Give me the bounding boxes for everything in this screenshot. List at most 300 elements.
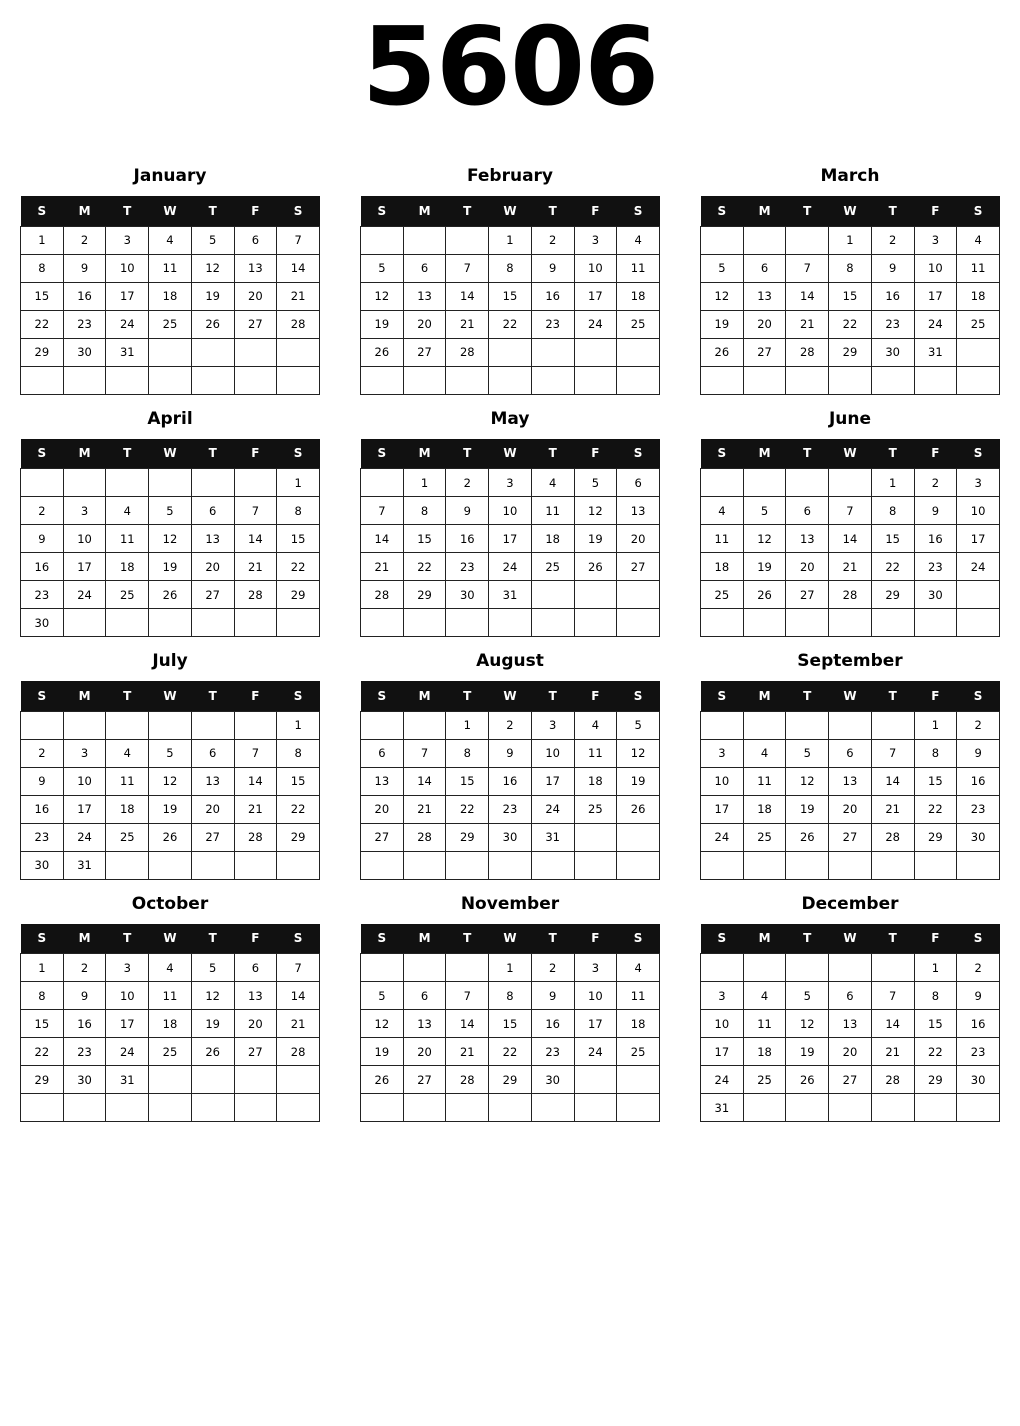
day-cell[interactable] bbox=[617, 366, 660, 394]
day-cell[interactable]: 28 bbox=[446, 338, 489, 366]
day-cell[interactable] bbox=[617, 851, 660, 879]
day-cell[interactable]: 12 bbox=[149, 767, 192, 795]
day-cell[interactable]: 15 bbox=[403, 525, 446, 553]
day-cell[interactable] bbox=[63, 711, 106, 739]
day-cell[interactable] bbox=[489, 1094, 532, 1122]
day-cell[interactable]: 10 bbox=[701, 1010, 744, 1038]
day-cell[interactable] bbox=[446, 954, 489, 982]
day-cell[interactable] bbox=[957, 581, 1000, 609]
day-cell[interactable] bbox=[871, 954, 914, 982]
day-cell[interactable]: 11 bbox=[106, 525, 149, 553]
day-cell[interactable]: 4 bbox=[531, 469, 574, 497]
day-cell[interactable]: 2 bbox=[63, 226, 106, 254]
day-cell[interactable]: 26 bbox=[574, 553, 617, 581]
day-cell[interactable]: 8 bbox=[914, 739, 957, 767]
day-cell[interactable] bbox=[234, 338, 277, 366]
day-cell[interactable] bbox=[617, 823, 660, 851]
day-cell[interactable]: 28 bbox=[829, 581, 872, 609]
day-cell[interactable]: 5 bbox=[786, 982, 829, 1010]
day-cell[interactable] bbox=[574, 1066, 617, 1094]
day-cell[interactable]: 11 bbox=[743, 767, 786, 795]
day-cell[interactable]: 28 bbox=[403, 823, 446, 851]
day-cell[interactable]: 9 bbox=[63, 982, 106, 1010]
day-cell[interactable] bbox=[617, 581, 660, 609]
day-cell[interactable] bbox=[446, 226, 489, 254]
day-cell[interactable] bbox=[446, 366, 489, 394]
day-cell[interactable]: 18 bbox=[106, 795, 149, 823]
day-cell[interactable]: 17 bbox=[701, 795, 744, 823]
day-cell[interactable]: 22 bbox=[489, 1038, 532, 1066]
day-cell[interactable] bbox=[106, 1094, 149, 1122]
day-cell[interactable]: 30 bbox=[489, 823, 532, 851]
day-cell[interactable]: 7 bbox=[234, 739, 277, 767]
day-cell[interactable]: 4 bbox=[701, 497, 744, 525]
day-cell[interactable]: 30 bbox=[21, 609, 64, 637]
day-cell[interactable] bbox=[191, 366, 234, 394]
day-cell[interactable]: 9 bbox=[21, 525, 64, 553]
day-cell[interactable]: 1 bbox=[277, 469, 320, 497]
day-cell[interactable]: 4 bbox=[149, 226, 192, 254]
day-cell[interactable]: 17 bbox=[106, 1010, 149, 1038]
day-cell[interactable]: 18 bbox=[574, 767, 617, 795]
day-cell[interactable]: 30 bbox=[21, 851, 64, 879]
day-cell[interactable]: 1 bbox=[446, 711, 489, 739]
day-cell[interactable] bbox=[489, 609, 532, 637]
day-cell[interactable]: 10 bbox=[531, 739, 574, 767]
day-cell[interactable]: 2 bbox=[957, 711, 1000, 739]
day-cell[interactable]: 28 bbox=[871, 823, 914, 851]
day-cell[interactable]: 27 bbox=[617, 553, 660, 581]
day-cell[interactable] bbox=[531, 1094, 574, 1122]
day-cell[interactable]: 15 bbox=[277, 767, 320, 795]
day-cell[interactable]: 23 bbox=[21, 581, 64, 609]
day-cell[interactable]: 21 bbox=[446, 310, 489, 338]
day-cell[interactable] bbox=[21, 1094, 64, 1122]
day-cell[interactable] bbox=[106, 609, 149, 637]
day-cell[interactable]: 11 bbox=[149, 254, 192, 282]
day-cell[interactable] bbox=[21, 366, 64, 394]
day-cell[interactable]: 6 bbox=[234, 954, 277, 982]
day-cell[interactable]: 6 bbox=[403, 982, 446, 1010]
day-cell[interactable]: 2 bbox=[957, 954, 1000, 982]
day-cell[interactable]: 6 bbox=[191, 497, 234, 525]
day-cell[interactable]: 29 bbox=[21, 338, 64, 366]
day-cell[interactable] bbox=[361, 851, 404, 879]
day-cell[interactable]: 23 bbox=[957, 1038, 1000, 1066]
day-cell[interactable]: 13 bbox=[829, 1010, 872, 1038]
day-cell[interactable] bbox=[786, 954, 829, 982]
day-cell[interactable]: 26 bbox=[361, 338, 404, 366]
day-cell[interactable] bbox=[191, 851, 234, 879]
day-cell[interactable]: 2 bbox=[63, 954, 106, 982]
day-cell[interactable] bbox=[743, 1094, 786, 1122]
day-cell[interactable]: 6 bbox=[361, 739, 404, 767]
day-cell[interactable]: 24 bbox=[957, 553, 1000, 581]
day-cell[interactable]: 8 bbox=[277, 497, 320, 525]
day-cell[interactable]: 28 bbox=[786, 338, 829, 366]
day-cell[interactable]: 31 bbox=[701, 1094, 744, 1122]
day-cell[interactable] bbox=[617, 338, 660, 366]
day-cell[interactable] bbox=[871, 366, 914, 394]
day-cell[interactable]: 1 bbox=[489, 226, 532, 254]
day-cell[interactable] bbox=[743, 711, 786, 739]
day-cell[interactable] bbox=[489, 338, 532, 366]
day-cell[interactable]: 25 bbox=[106, 823, 149, 851]
day-cell[interactable] bbox=[574, 338, 617, 366]
day-cell[interactable]: 14 bbox=[446, 282, 489, 310]
day-cell[interactable] bbox=[914, 366, 957, 394]
day-cell[interactable] bbox=[361, 226, 404, 254]
day-cell[interactable] bbox=[277, 851, 320, 879]
day-cell[interactable]: 18 bbox=[149, 1010, 192, 1038]
day-cell[interactable]: 21 bbox=[234, 553, 277, 581]
day-cell[interactable]: 28 bbox=[871, 1066, 914, 1094]
day-cell[interactable] bbox=[403, 851, 446, 879]
day-cell[interactable]: 20 bbox=[234, 282, 277, 310]
day-cell[interactable]: 25 bbox=[106, 581, 149, 609]
day-cell[interactable] bbox=[277, 1066, 320, 1094]
day-cell[interactable]: 14 bbox=[829, 525, 872, 553]
day-cell[interactable]: 11 bbox=[574, 739, 617, 767]
day-cell[interactable] bbox=[63, 366, 106, 394]
day-cell[interactable]: 16 bbox=[957, 767, 1000, 795]
day-cell[interactable]: 31 bbox=[106, 1066, 149, 1094]
day-cell[interactable]: 21 bbox=[871, 795, 914, 823]
day-cell[interactable]: 25 bbox=[743, 823, 786, 851]
day-cell[interactable]: 6 bbox=[829, 982, 872, 1010]
day-cell[interactable]: 22 bbox=[871, 553, 914, 581]
day-cell[interactable]: 3 bbox=[574, 226, 617, 254]
day-cell[interactable] bbox=[191, 609, 234, 637]
day-cell[interactable]: 14 bbox=[234, 525, 277, 553]
day-cell[interactable]: 30 bbox=[531, 1066, 574, 1094]
day-cell[interactable]: 19 bbox=[617, 767, 660, 795]
day-cell[interactable]: 20 bbox=[617, 525, 660, 553]
day-cell[interactable]: 19 bbox=[743, 553, 786, 581]
day-cell[interactable]: 6 bbox=[743, 254, 786, 282]
day-cell[interactable]: 31 bbox=[531, 823, 574, 851]
day-cell[interactable]: 28 bbox=[361, 581, 404, 609]
day-cell[interactable]: 22 bbox=[21, 1038, 64, 1066]
day-cell[interactable]: 17 bbox=[489, 525, 532, 553]
day-cell[interactable]: 13 bbox=[617, 497, 660, 525]
day-cell[interactable] bbox=[63, 609, 106, 637]
day-cell[interactable] bbox=[149, 711, 192, 739]
day-cell[interactable] bbox=[277, 366, 320, 394]
day-cell[interactable]: 3 bbox=[106, 954, 149, 982]
day-cell[interactable]: 22 bbox=[277, 553, 320, 581]
day-cell[interactable]: 9 bbox=[531, 982, 574, 1010]
day-cell[interactable]: 24 bbox=[701, 1066, 744, 1094]
day-cell[interactable]: 9 bbox=[957, 982, 1000, 1010]
day-cell[interactable]: 1 bbox=[277, 711, 320, 739]
day-cell[interactable] bbox=[277, 338, 320, 366]
day-cell[interactable]: 17 bbox=[63, 795, 106, 823]
day-cell[interactable]: 2 bbox=[531, 226, 574, 254]
day-cell[interactable] bbox=[871, 711, 914, 739]
day-cell[interactable]: 8 bbox=[829, 254, 872, 282]
day-cell[interactable]: 15 bbox=[489, 1010, 532, 1038]
day-cell[interactable]: 6 bbox=[829, 739, 872, 767]
day-cell[interactable]: 13 bbox=[191, 525, 234, 553]
day-cell[interactable] bbox=[361, 366, 404, 394]
day-cell[interactable]: 29 bbox=[277, 581, 320, 609]
day-cell[interactable]: 23 bbox=[957, 795, 1000, 823]
day-cell[interactable]: 22 bbox=[403, 553, 446, 581]
day-cell[interactable] bbox=[743, 851, 786, 879]
day-cell[interactable]: 1 bbox=[403, 469, 446, 497]
day-cell[interactable]: 12 bbox=[786, 767, 829, 795]
day-cell[interactable] bbox=[743, 366, 786, 394]
day-cell[interactable]: 26 bbox=[191, 310, 234, 338]
day-cell[interactable]: 25 bbox=[574, 795, 617, 823]
day-cell[interactable]: 20 bbox=[743, 310, 786, 338]
day-cell[interactable]: 19 bbox=[149, 553, 192, 581]
day-cell[interactable]: 6 bbox=[786, 497, 829, 525]
day-cell[interactable]: 7 bbox=[829, 497, 872, 525]
day-cell[interactable]: 29 bbox=[21, 1066, 64, 1094]
day-cell[interactable]: 4 bbox=[106, 497, 149, 525]
day-cell[interactable] bbox=[617, 1066, 660, 1094]
day-cell[interactable]: 27 bbox=[361, 823, 404, 851]
day-cell[interactable] bbox=[234, 851, 277, 879]
day-cell[interactable] bbox=[234, 711, 277, 739]
day-cell[interactable]: 16 bbox=[531, 282, 574, 310]
day-cell[interactable] bbox=[829, 1094, 872, 1122]
day-cell[interactable]: 17 bbox=[701, 1038, 744, 1066]
day-cell[interactable]: 1 bbox=[21, 954, 64, 982]
day-cell[interactable]: 30 bbox=[63, 338, 106, 366]
day-cell[interactable] bbox=[786, 711, 829, 739]
day-cell[interactable]: 29 bbox=[446, 823, 489, 851]
day-cell[interactable]: 15 bbox=[277, 525, 320, 553]
day-cell[interactable]: 25 bbox=[149, 310, 192, 338]
day-cell[interactable] bbox=[21, 469, 64, 497]
day-cell[interactable]: 22 bbox=[829, 310, 872, 338]
day-cell[interactable]: 21 bbox=[871, 1038, 914, 1066]
day-cell[interactable]: 19 bbox=[361, 310, 404, 338]
day-cell[interactable]: 9 bbox=[957, 739, 1000, 767]
day-cell[interactable]: 3 bbox=[63, 497, 106, 525]
day-cell[interactable]: 18 bbox=[743, 1038, 786, 1066]
day-cell[interactable]: 20 bbox=[403, 310, 446, 338]
day-cell[interactable] bbox=[743, 609, 786, 637]
day-cell[interactable]: 12 bbox=[701, 282, 744, 310]
day-cell[interactable]: 27 bbox=[234, 1038, 277, 1066]
day-cell[interactable]: 21 bbox=[277, 282, 320, 310]
day-cell[interactable] bbox=[957, 851, 1000, 879]
day-cell[interactable] bbox=[106, 851, 149, 879]
day-cell[interactable]: 18 bbox=[531, 525, 574, 553]
day-cell[interactable]: 7 bbox=[871, 739, 914, 767]
day-cell[interactable] bbox=[574, 851, 617, 879]
day-cell[interactable]: 14 bbox=[403, 767, 446, 795]
day-cell[interactable]: 8 bbox=[489, 982, 532, 1010]
day-cell[interactable]: 2 bbox=[871, 226, 914, 254]
day-cell[interactable]: 24 bbox=[701, 823, 744, 851]
day-cell[interactable]: 10 bbox=[957, 497, 1000, 525]
day-cell[interactable]: 27 bbox=[403, 1066, 446, 1094]
day-cell[interactable]: 21 bbox=[403, 795, 446, 823]
day-cell[interactable] bbox=[489, 366, 532, 394]
day-cell[interactable] bbox=[829, 851, 872, 879]
day-cell[interactable] bbox=[191, 711, 234, 739]
day-cell[interactable]: 1 bbox=[871, 469, 914, 497]
day-cell[interactable]: 24 bbox=[106, 310, 149, 338]
day-cell[interactable]: 25 bbox=[957, 310, 1000, 338]
day-cell[interactable]: 4 bbox=[957, 226, 1000, 254]
day-cell[interactable]: 12 bbox=[149, 525, 192, 553]
day-cell[interactable]: 20 bbox=[786, 553, 829, 581]
day-cell[interactable]: 20 bbox=[191, 553, 234, 581]
day-cell[interactable]: 28 bbox=[234, 581, 277, 609]
day-cell[interactable] bbox=[106, 711, 149, 739]
day-cell[interactable]: 16 bbox=[871, 282, 914, 310]
day-cell[interactable]: 2 bbox=[21, 497, 64, 525]
day-cell[interactable]: 16 bbox=[914, 525, 957, 553]
day-cell[interactable]: 13 bbox=[234, 982, 277, 1010]
day-cell[interactable]: 28 bbox=[277, 310, 320, 338]
day-cell[interactable] bbox=[403, 609, 446, 637]
day-cell[interactable] bbox=[191, 338, 234, 366]
day-cell[interactable] bbox=[743, 226, 786, 254]
day-cell[interactable] bbox=[106, 469, 149, 497]
day-cell[interactable] bbox=[914, 1094, 957, 1122]
day-cell[interactable]: 13 bbox=[743, 282, 786, 310]
day-cell[interactable]: 27 bbox=[191, 581, 234, 609]
day-cell[interactable]: 30 bbox=[957, 823, 1000, 851]
day-cell[interactable] bbox=[106, 366, 149, 394]
day-cell[interactable]: 5 bbox=[617, 711, 660, 739]
day-cell[interactable]: 5 bbox=[149, 497, 192, 525]
day-cell[interactable]: 26 bbox=[786, 823, 829, 851]
day-cell[interactable]: 11 bbox=[106, 767, 149, 795]
day-cell[interactable] bbox=[403, 711, 446, 739]
day-cell[interactable]: 19 bbox=[574, 525, 617, 553]
day-cell[interactable] bbox=[701, 954, 744, 982]
day-cell[interactable]: 1 bbox=[914, 954, 957, 982]
day-cell[interactable]: 6 bbox=[191, 739, 234, 767]
day-cell[interactable]: 30 bbox=[957, 1066, 1000, 1094]
day-cell[interactable]: 27 bbox=[829, 823, 872, 851]
day-cell[interactable]: 25 bbox=[617, 1038, 660, 1066]
day-cell[interactable]: 2 bbox=[21, 739, 64, 767]
day-cell[interactable]: 8 bbox=[489, 254, 532, 282]
day-cell[interactable]: 2 bbox=[489, 711, 532, 739]
day-cell[interactable] bbox=[361, 609, 404, 637]
day-cell[interactable]: 3 bbox=[531, 711, 574, 739]
day-cell[interactable] bbox=[701, 469, 744, 497]
day-cell[interactable]: 11 bbox=[149, 982, 192, 1010]
day-cell[interactable] bbox=[574, 366, 617, 394]
day-cell[interactable] bbox=[786, 366, 829, 394]
day-cell[interactable]: 26 bbox=[743, 581, 786, 609]
day-cell[interactable]: 5 bbox=[191, 954, 234, 982]
day-cell[interactable]: 16 bbox=[21, 795, 64, 823]
day-cell[interactable]: 5 bbox=[361, 254, 404, 282]
day-cell[interactable]: 17 bbox=[914, 282, 957, 310]
day-cell[interactable]: 3 bbox=[914, 226, 957, 254]
day-cell[interactable]: 18 bbox=[743, 795, 786, 823]
day-cell[interactable]: 14 bbox=[277, 254, 320, 282]
day-cell[interactable]: 9 bbox=[446, 497, 489, 525]
day-cell[interactable]: 20 bbox=[829, 1038, 872, 1066]
day-cell[interactable] bbox=[277, 1094, 320, 1122]
day-cell[interactable] bbox=[531, 581, 574, 609]
day-cell[interactable]: 20 bbox=[403, 1038, 446, 1066]
day-cell[interactable]: 7 bbox=[446, 254, 489, 282]
day-cell[interactable] bbox=[361, 711, 404, 739]
day-cell[interactable] bbox=[149, 469, 192, 497]
day-cell[interactable] bbox=[234, 609, 277, 637]
day-cell[interactable] bbox=[871, 851, 914, 879]
day-cell[interactable]: 21 bbox=[786, 310, 829, 338]
day-cell[interactable]: 24 bbox=[914, 310, 957, 338]
day-cell[interactable]: 15 bbox=[829, 282, 872, 310]
day-cell[interactable] bbox=[701, 609, 744, 637]
day-cell[interactable]: 10 bbox=[63, 767, 106, 795]
day-cell[interactable]: 24 bbox=[489, 553, 532, 581]
day-cell[interactable]: 26 bbox=[701, 338, 744, 366]
day-cell[interactable]: 24 bbox=[574, 310, 617, 338]
day-cell[interactable]: 21 bbox=[829, 553, 872, 581]
day-cell[interactable]: 29 bbox=[829, 338, 872, 366]
day-cell[interactable]: 11 bbox=[743, 1010, 786, 1038]
day-cell[interactable]: 18 bbox=[617, 282, 660, 310]
day-cell[interactable] bbox=[403, 366, 446, 394]
day-cell[interactable]: 8 bbox=[403, 497, 446, 525]
day-cell[interactable]: 7 bbox=[277, 226, 320, 254]
day-cell[interactable]: 16 bbox=[21, 553, 64, 581]
day-cell[interactable]: 19 bbox=[361, 1038, 404, 1066]
day-cell[interactable]: 12 bbox=[743, 525, 786, 553]
day-cell[interactable]: 28 bbox=[446, 1066, 489, 1094]
day-cell[interactable]: 9 bbox=[21, 767, 64, 795]
day-cell[interactable]: 8 bbox=[21, 982, 64, 1010]
day-cell[interactable]: 9 bbox=[489, 739, 532, 767]
day-cell[interactable]: 1 bbox=[829, 226, 872, 254]
day-cell[interactable]: 10 bbox=[106, 982, 149, 1010]
day-cell[interactable] bbox=[361, 469, 404, 497]
day-cell[interactable]: 10 bbox=[914, 254, 957, 282]
day-cell[interactable]: 5 bbox=[149, 739, 192, 767]
day-cell[interactable]: 16 bbox=[957, 1010, 1000, 1038]
day-cell[interactable]: 4 bbox=[574, 711, 617, 739]
day-cell[interactable] bbox=[829, 469, 872, 497]
day-cell[interactable]: 10 bbox=[489, 497, 532, 525]
day-cell[interactable]: 16 bbox=[446, 525, 489, 553]
day-cell[interactable]: 30 bbox=[914, 581, 957, 609]
day-cell[interactable] bbox=[957, 609, 1000, 637]
day-cell[interactable]: 19 bbox=[786, 1038, 829, 1066]
day-cell[interactable]: 30 bbox=[446, 581, 489, 609]
day-cell[interactable] bbox=[871, 1094, 914, 1122]
day-cell[interactable]: 10 bbox=[63, 525, 106, 553]
day-cell[interactable]: 23 bbox=[63, 310, 106, 338]
day-cell[interactable]: 8 bbox=[21, 254, 64, 282]
day-cell[interactable] bbox=[701, 851, 744, 879]
day-cell[interactable]: 18 bbox=[957, 282, 1000, 310]
day-cell[interactable]: 31 bbox=[914, 338, 957, 366]
day-cell[interactable]: 13 bbox=[191, 767, 234, 795]
day-cell[interactable]: 2 bbox=[446, 469, 489, 497]
day-cell[interactable]: 26 bbox=[191, 1038, 234, 1066]
day-cell[interactable]: 26 bbox=[149, 581, 192, 609]
day-cell[interactable]: 29 bbox=[871, 581, 914, 609]
day-cell[interactable]: 28 bbox=[234, 823, 277, 851]
day-cell[interactable]: 19 bbox=[149, 795, 192, 823]
day-cell[interactable]: 10 bbox=[701, 767, 744, 795]
